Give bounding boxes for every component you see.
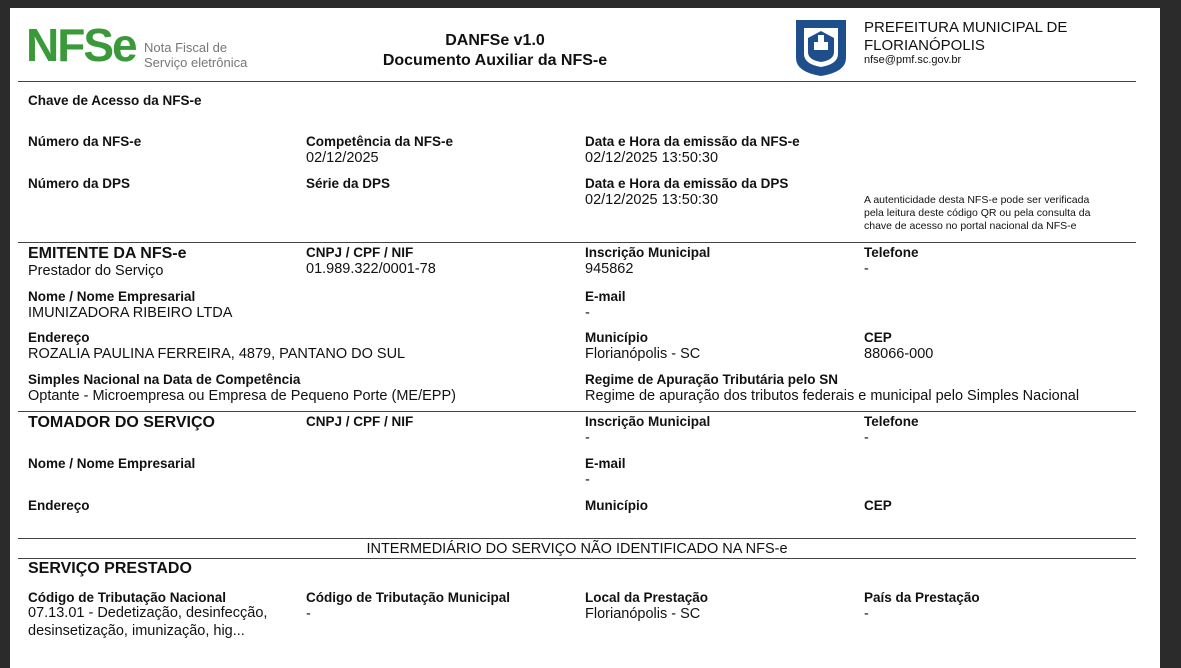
tomador-email-label: E-mail bbox=[585, 456, 626, 471]
cod-municipal-label: Código de Tributação Municipal bbox=[306, 590, 511, 605]
tomador-im-label: Inscrição Municipal bbox=[585, 414, 711, 429]
emitente-section-title: EMITENTE DA NFS-e bbox=[28, 245, 187, 262]
emitente-im-label: Inscrição Municipal bbox=[585, 245, 711, 260]
local-prestacao-label: Local da Prestação bbox=[585, 590, 709, 605]
tomador-tel-value: - bbox=[864, 430, 869, 446]
numero-dps-label: Número da DPS bbox=[28, 176, 131, 191]
prefeitura-line1: PREFEITURA MUNICIPAL DE bbox=[864, 19, 1068, 36]
emitente-tel-label: Telefone bbox=[864, 245, 919, 260]
emitente-im-value: 945862 bbox=[585, 261, 634, 277]
regime-label: Regime de Apuração Tributária pelo SN bbox=[585, 372, 839, 387]
numero-nfse-label: Número da NFS-e bbox=[28, 134, 142, 149]
tomador-cep-label: CEP bbox=[864, 498, 892, 513]
cod-nacional-line1: 07.13.01 - Dedetização, desinfecção, bbox=[28, 605, 268, 621]
emitente-email-label: E-mail bbox=[585, 289, 626, 304]
competencia-label: Competência da NFS-e bbox=[306, 134, 454, 149]
regime-value: Regime de apuração dos tributos federais e municipal pelo Simples Nacional bbox=[585, 388, 1080, 404]
tomador-cnpj-label: CNPJ / CPF / NIF bbox=[306, 414, 414, 429]
emitente-municipio-value: Florianópolis - SC bbox=[585, 346, 701, 362]
emitente-municipio-label: Município bbox=[585, 330, 648, 345]
pais-prestacao-label: País da Prestação bbox=[864, 590, 980, 605]
prefeitura-line2: FLORIANÓPOLIS bbox=[864, 37, 985, 54]
pais-prestacao-value: - bbox=[864, 606, 869, 622]
divider bbox=[18, 538, 1136, 539]
document-subtitle: Documento Auxiliar da NFS-e bbox=[382, 52, 608, 69]
chave-acesso-label: Chave de Acesso da NFS-e bbox=[28, 93, 202, 108]
cod-nacional-label: Código de Tributação Nacional bbox=[28, 590, 227, 605]
emissao-dps-label: Data e Hora da emissão da DPS bbox=[585, 176, 789, 191]
simples-value: Optante - Microempresa ou Empresa de Pequeno Porte (ME/EPP) bbox=[28, 388, 456, 404]
competencia-value: 02/12/2025 bbox=[306, 150, 379, 166]
document-title: DANFSe v1.0 bbox=[445, 32, 545, 49]
emitente-cep-value: 88066-000 bbox=[864, 346, 934, 362]
divider bbox=[18, 411, 1136, 412]
tomador-im-value: - bbox=[585, 430, 590, 446]
cod-municipal-value: - bbox=[306, 606, 311, 622]
servico-section-title: SERVIÇO PRESTADO bbox=[28, 560, 192, 577]
tomador-endereco-label: Endereço bbox=[28, 498, 90, 513]
emitente-email-value: - bbox=[585, 305, 590, 321]
emitente-role: Prestador do Serviço bbox=[28, 263, 164, 279]
autenticidade-line1: A autenticidade desta NFS-e pode ser verificada bbox=[864, 194, 1090, 206]
emissao-dps-value: 02/12/2025 13:50:30 bbox=[585, 192, 719, 208]
emitente-endereco-label: Endereço bbox=[28, 330, 90, 345]
emissao-nfse-label: Data e Hora da emissão da NFS-e bbox=[585, 134, 800, 149]
serie-dps-label: Série da DPS bbox=[306, 176, 391, 191]
emitente-tel-value: - bbox=[864, 261, 869, 277]
tomador-nome-label: Nome / Nome Empresarial bbox=[28, 456, 196, 471]
nfse-logo-text: NFSe bbox=[26, 19, 136, 71]
autenticidade-note bbox=[864, 194, 1144, 233]
divider bbox=[18, 81, 1136, 82]
local-prestacao-value: Florianópolis - SC bbox=[585, 606, 701, 622]
tomador-section-title: TOMADOR DO SERVIÇO bbox=[28, 414, 215, 431]
intermediario-notice: INTERMEDIÁRIO DO SERVIÇO NÃO IDENTIFICADO NA NFS-e bbox=[366, 541, 788, 557]
nfse-logo-sub1: Nota Fiscal de bbox=[144, 40, 228, 55]
simples-label: Simples Nacional na Data de Competência bbox=[28, 372, 301, 387]
emitente-cep-label: CEP bbox=[864, 330, 892, 345]
autenticidade-line3: chave de acesso no portal nacional da NFS-e bbox=[864, 220, 1077, 232]
tomador-tel-label: Telefone bbox=[864, 414, 919, 429]
emitente-cnpj-value: 01.989.322/0001-78 bbox=[306, 261, 436, 277]
emitente-endereco-value: ROZALIA PAULINA FERREIRA, 4879, PANTANO DO SUL bbox=[28, 346, 406, 362]
cod-nacional-line2: desinsetização, imunização, hig... bbox=[28, 623, 245, 639]
divider bbox=[18, 558, 1136, 559]
nfse-logo bbox=[26, 19, 266, 74]
emissao-nfse-value: 02/12/2025 13:50:30 bbox=[585, 150, 719, 166]
tomador-email-value: - bbox=[585, 472, 590, 488]
nfse-logo-sub2: Serviço eletrônica bbox=[144, 55, 248, 70]
danfse-document bbox=[10, 8, 1160, 668]
emitente-nome-label: Nome / Nome Empresarial bbox=[28, 289, 196, 304]
emitente-nome-value: IMUNIZADORA RIBEIRO LTDA bbox=[28, 305, 233, 321]
emitente-cnpj-label: CNPJ / CPF / NIF bbox=[306, 245, 414, 260]
tomador-municipio-label: Município bbox=[585, 498, 648, 513]
divider bbox=[18, 242, 1136, 243]
florianopolis-coat-of-arms-icon bbox=[794, 18, 848, 78]
prefeitura-email: nfse@pmf.sc.gov.br bbox=[864, 54, 962, 66]
autenticidade-line2: pela leitura deste código QR ou pela consulta da bbox=[864, 207, 1091, 219]
